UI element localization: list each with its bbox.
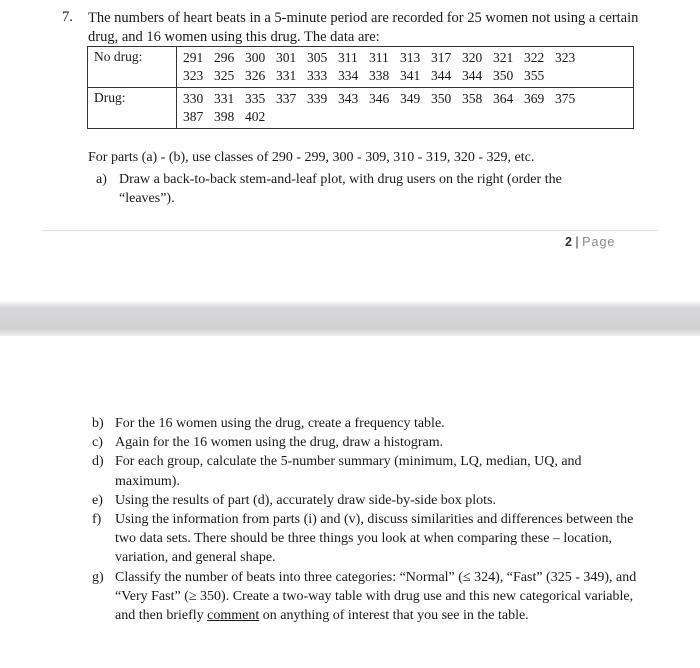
value-cell: 317	[431, 50, 452, 65]
comment-underlined: comment	[207, 608, 260, 624]
drug-values	[177, 88, 634, 129]
page-footer	[565, 235, 615, 249]
part-g-text-before: Classify the number of beats into three categories: “Normal” (≤ 324), “Fast” (325 - 349), and “Very Fast” (≥ 350). Create a two-way table with drug use and this new categorical variable, and then briefly	[115, 569, 637, 624]
part-b	[92, 414, 640, 433]
value-cell: 325	[214, 68, 235, 83]
value-cell: 321	[493, 50, 514, 65]
value-cell: 331	[214, 91, 235, 106]
page-gap	[0, 302, 700, 336]
no-drug-row	[183, 67, 627, 85]
page-separator: |	[571, 235, 583, 249]
page-3	[0, 336, 700, 668]
part-text: For the 16 women using the drug, create a frequency table.	[115, 416, 445, 431]
value-cell: 350	[431, 91, 452, 106]
part-c	[92, 433, 640, 452]
value-cell: 355	[524, 68, 545, 83]
value-cell: 337	[276, 91, 297, 106]
part-a	[96, 170, 616, 208]
parts-list	[92, 414, 640, 625]
value-cell: 358	[462, 91, 483, 106]
value-cell: 346	[369, 91, 390, 106]
question-text: The numbers of heart beats in a 5-minute period are recorded for 25 women not using a certain drug, and 16 women using this drug. The data are:	[88, 10, 639, 45]
value-cell: 338	[369, 68, 390, 83]
value-cell: 296	[214, 50, 235, 65]
value-cell: 330	[183, 91, 204, 106]
value-cell: 326	[245, 68, 266, 83]
no-drug-values	[177, 47, 634, 88]
page-2	[0, 0, 700, 302]
part-letter: g)	[92, 569, 104, 585]
value-cell: 398	[214, 109, 235, 124]
drug-row	[183, 108, 627, 126]
value-cell: 311	[369, 50, 389, 65]
value-cell: 335	[245, 91, 266, 106]
value-cell: 291	[183, 50, 204, 65]
drug-row	[183, 90, 627, 108]
part-letter: c)	[92, 435, 103, 451]
part-letter: d)	[92, 454, 104, 470]
value-cell: 323	[555, 50, 576, 65]
value-cell: 369	[524, 91, 545, 106]
part-text	[115, 568, 640, 626]
part-g	[92, 568, 640, 626]
value-cell: 402	[245, 109, 266, 124]
question-number: 7.	[62, 9, 73, 25]
value-cell: 334	[338, 68, 359, 83]
no-drug-label: No drug:	[88, 47, 177, 88]
value-cell: 300	[245, 50, 266, 65]
value-cell: 375	[555, 91, 576, 106]
part-letter: b)	[92, 416, 104, 431]
value-cell: 322	[524, 50, 545, 65]
value-cell: 387	[183, 109, 204, 124]
value-cell: 350	[493, 68, 514, 83]
page-word: Page	[582, 235, 616, 249]
part-text: Again for the 16 women using the drug, draw a histogram.	[115, 435, 444, 451]
part-g-text-after: on anything of interest that you see in the table.	[259, 608, 529, 624]
value-cell: 341	[400, 68, 421, 83]
value-cell: 343	[338, 91, 359, 106]
value-cell: 301	[276, 50, 297, 65]
page-number: 2	[565, 235, 572, 249]
value-cell: 305	[307, 50, 328, 65]
value-cell: 344	[431, 68, 452, 83]
parts-intro: For parts (a) - (b), use classes of 290 - 299, 300 - 309, 310 - 319, 320 - 329, etc.	[88, 150, 535, 165]
value-cell: 349	[400, 91, 421, 106]
value-cell: 331	[276, 68, 297, 83]
page-divider	[42, 230, 658, 231]
value-cell: 320	[462, 50, 483, 65]
part-f	[92, 510, 640, 568]
part-text: Using the information from parts (i) and (v), discuss similarities and differences between the two data sets. There should be three things you look at when comparing these – location, variation, and general shape.	[115, 512, 634, 566]
value-cell: 323	[183, 68, 204, 83]
data-table	[87, 46, 634, 129]
value-cell: 311	[338, 50, 358, 65]
part-text: Using the results of part (d), accurately draw side-by-side box plots.	[115, 492, 497, 508]
part-text: For each group, calculate the 5-number summary (minimum, LQ, median, UQ, and maximum).	[115, 454, 582, 489]
value-cell: 339	[307, 91, 328, 106]
part-letter: e)	[92, 492, 103, 508]
part-text: Draw a back-to-back stem-and-leaf plot, with drug users on the right (order the “leaves”).	[119, 172, 562, 206]
part-letter: f)	[92, 512, 102, 528]
value-cell: 344	[462, 68, 483, 83]
part-e	[92, 491, 640, 510]
value-cell: 364	[493, 91, 514, 106]
part-letter: a)	[96, 172, 107, 187]
drug-label: Drug:	[88, 88, 177, 129]
value-cell: 333	[307, 68, 328, 83]
no-drug-row	[183, 49, 627, 67]
part-d	[92, 452, 640, 490]
value-cell: 313	[400, 50, 421, 65]
